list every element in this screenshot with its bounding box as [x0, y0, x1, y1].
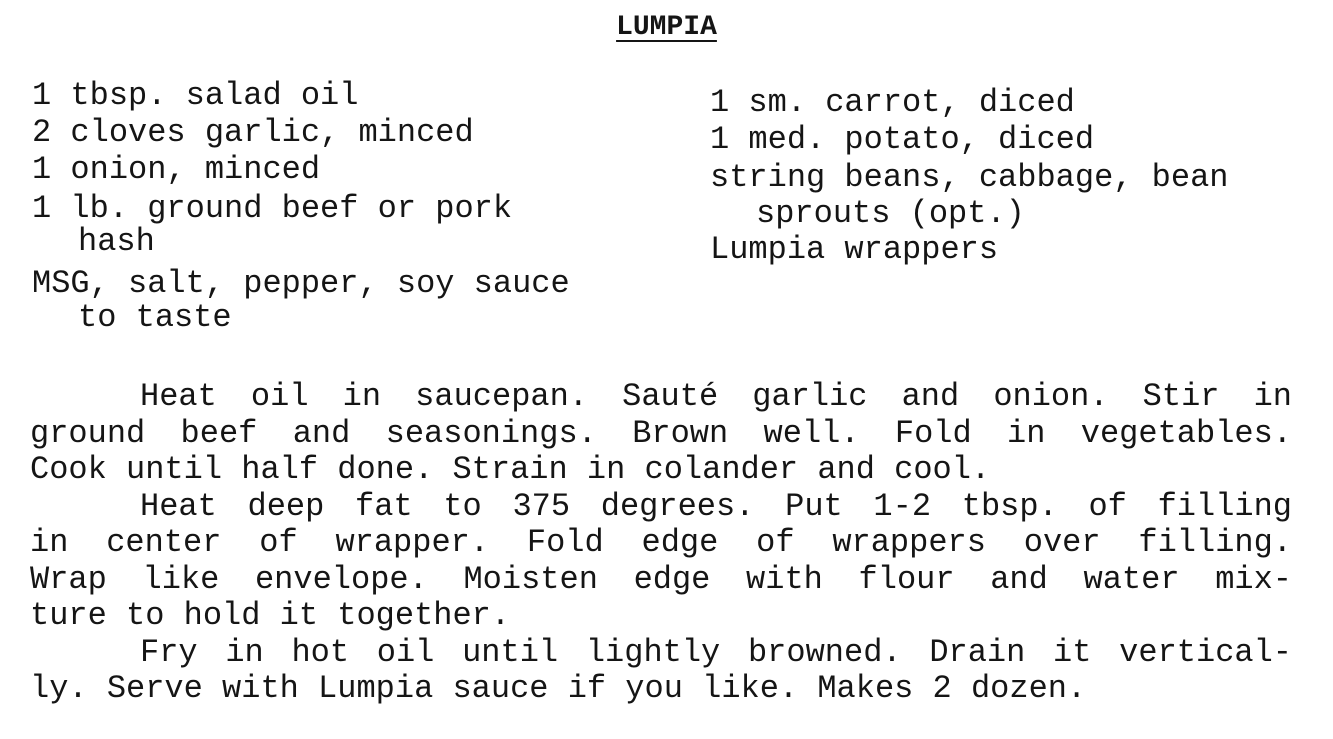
ingredient: 2 cloves garlic, minced: [32, 114, 474, 151]
direction-line: ground beef and seasonings. Brown well. Fold in vegetables.: [30, 414, 1292, 452]
ingredient: 1 med. potato, diced: [710, 121, 1095, 158]
direction-line: Wrap like envelope. Moisten edge with flour and water mix-: [30, 560, 1292, 598]
direction-line: Heat oil in saucepan. Sauté garlic and onion. Stir in: [140, 378, 1292, 415]
ingredient-continued: hash: [78, 223, 155, 260]
ingredient: 1 sm. carrot, diced: [710, 84, 1075, 121]
ingredient: 1 onion, minced: [32, 151, 321, 188]
direction-line: ly. Serve with Lumpia sauce if you like. Makes 2 dozen.: [30, 670, 1087, 707]
direction-line: ture to hold it together.: [30, 597, 511, 634]
ingredient: string beans, cabbage, bean: [710, 159, 1229, 196]
ingredient-continued: sprouts (opt.): [756, 195, 1025, 232]
directions: [30, 379, 1292, 708]
ingredient-continued: to taste: [78, 299, 232, 336]
ingredient: 1 tbsp. salad oil: [32, 77, 359, 114]
recipe-title: LUMPIA: [616, 12, 717, 43]
ingredient: Lumpia wrappers: [710, 231, 999, 268]
direction-line: Heat deep fat to 375 degrees. Put 1-2 tbsp. of filling: [140, 487, 1292, 525]
ingredient: MSG, salt, pepper, soy sauce: [32, 265, 570, 302]
ingredient: 1 lb. ground beef or pork: [32, 190, 513, 227]
direction-line: Fry in hot oil until lightly browned. Drain it vertical-: [140, 633, 1292, 671]
direction-line: Cook until half done. Strain in colander and cool.: [30, 451, 991, 488]
direction-line: in center of wrapper. Fold edge of wrappers over filling.: [30, 524, 1292, 561]
